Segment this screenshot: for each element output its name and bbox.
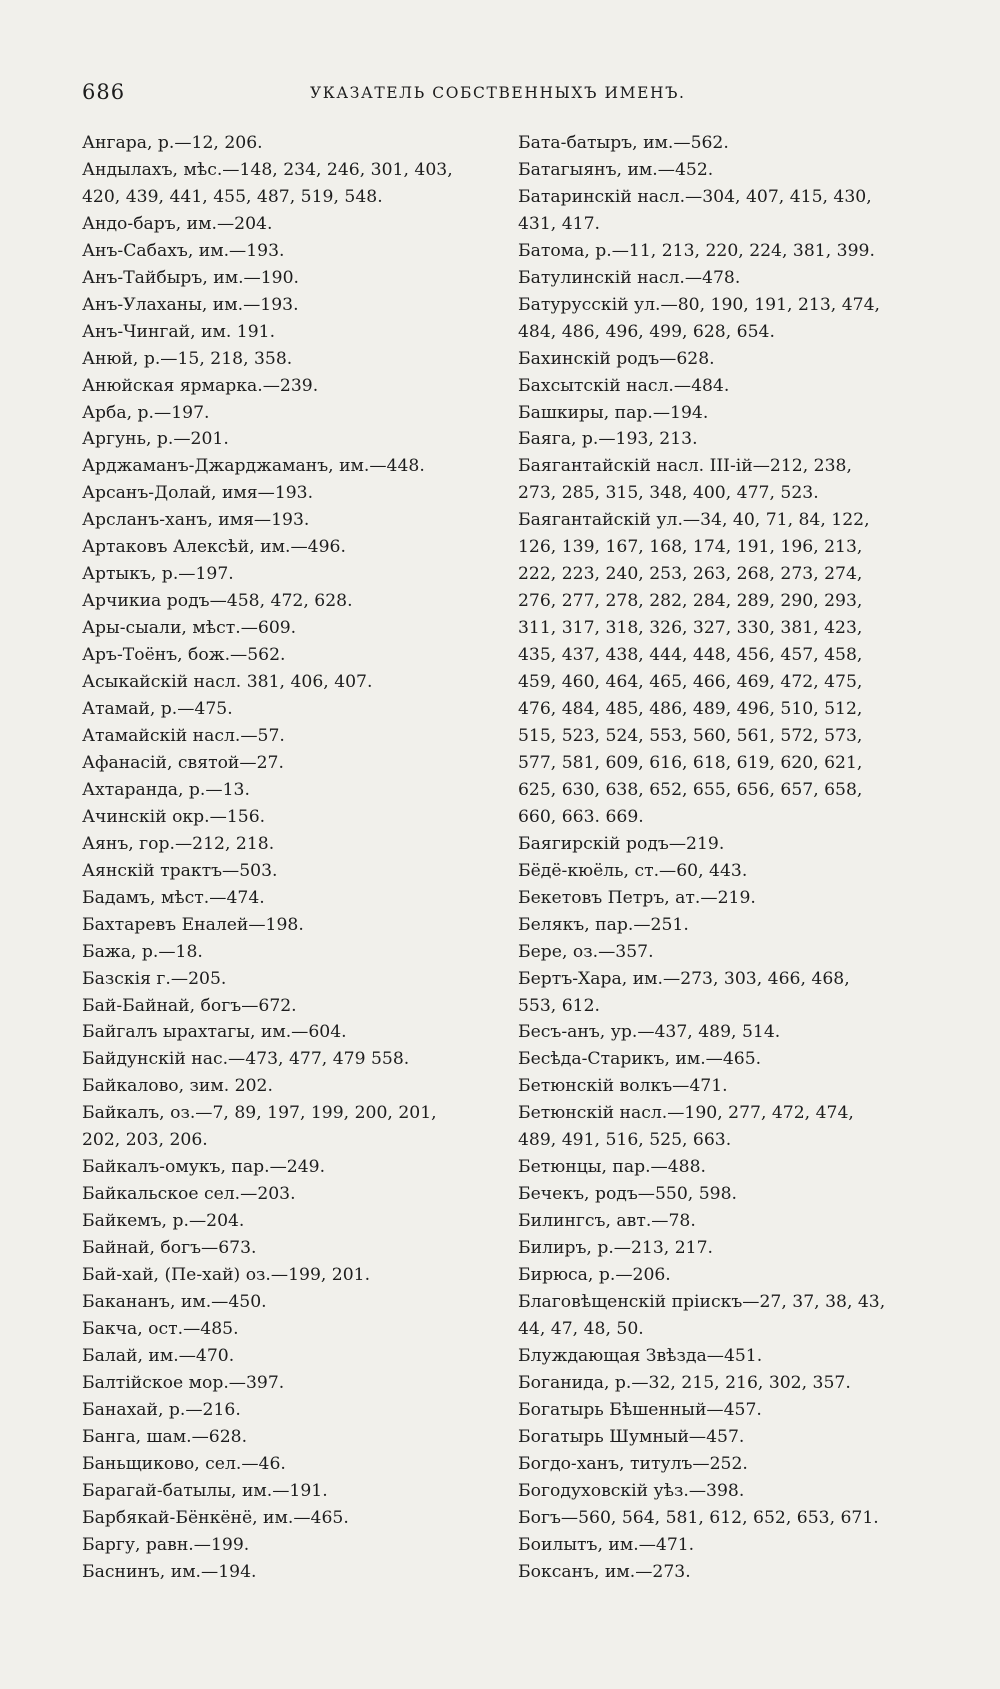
index-entry-line: Бере, оз.—357.: [518, 941, 654, 962]
index-entry: [82, 858, 472, 885]
index-entry-line: Арчикиа родъ—458, 472, 628.: [82, 591, 353, 612]
index-entry-line: Балтійское мор.—397.: [82, 1372, 285, 1393]
index-entry: [82, 373, 472, 400]
index-entry: [518, 184, 918, 238]
index-entry-line: Бесъ-анъ, ур.—437, 489, 514.: [518, 1022, 781, 1043]
index-entry: [82, 804, 472, 831]
index-entry-line: Богдо-ханъ, титулъ—252.: [518, 1453, 748, 1474]
index-entry: [82, 777, 472, 804]
index-entry: [518, 1046, 918, 1073]
index-entry-line: 202, 203, 206.: [82, 1130, 208, 1151]
index-entry: [82, 561, 472, 588]
index-entry: [82, 1316, 472, 1343]
index-entry: [518, 885, 918, 912]
index-entry-line: Башкиры, пар.—194.: [518, 402, 709, 423]
index-entry: [82, 534, 472, 561]
index-entry: [518, 1451, 918, 1478]
index-entry: [82, 319, 472, 346]
index-entry: [518, 292, 918, 346]
index-entry: [82, 1073, 472, 1100]
index-entry-line: Баягантайскій ул.—34, 40, 71, 84, 122,: [518, 510, 870, 531]
index-entry: [82, 669, 472, 696]
index-entry: [518, 265, 918, 292]
index-entry-line: Бахсытскій насл.—484.: [518, 375, 730, 396]
index-entry-line: 459, 460, 464, 465, 466, 469, 472, 475,: [518, 672, 863, 693]
index-entry-line: Богъ—560, 564, 581, 612, 652, 653, 671.: [518, 1507, 879, 1528]
index-entry-line: Артыкъ, р.—197.: [82, 564, 234, 585]
index-entry: [82, 211, 472, 238]
index-entry: [82, 939, 472, 966]
index-entry: [518, 1424, 918, 1451]
index-entry: [518, 346, 918, 373]
index-entry: [518, 1370, 918, 1397]
index-entry-line: Ачинскій окр.—156.: [82, 806, 266, 827]
index-entry: [82, 750, 472, 777]
index-entry: [518, 939, 918, 966]
index-entry: [518, 130, 918, 157]
index-entry: [518, 157, 918, 184]
index-entry: [518, 1019, 918, 1046]
index-entry: [82, 1181, 472, 1208]
index-entry-line: 577, 581, 609, 616, 618, 619, 620, 621,: [518, 752, 863, 773]
index-entry-line: Бетюнскій насл.—190, 277, 472, 474,: [518, 1103, 854, 1124]
index-entry-line: 515, 523, 524, 553, 560, 561, 572, 573,: [518, 725, 863, 746]
index-entry-line: Базскія г.—205.: [82, 968, 227, 989]
index-entry: [518, 453, 918, 507]
index-entry: [82, 831, 472, 858]
index-entry-line: Байдунскій нас.—473, 477, 479 558.: [82, 1049, 410, 1070]
index-entry-line: Богатырь Бѣшенный—457.: [518, 1399, 762, 1420]
index-entry-line: Байкалъ-омукъ, пар.—249.: [82, 1157, 326, 1178]
index-entry: [518, 1262, 918, 1289]
index-entry: [518, 912, 918, 939]
index-entry-line: Баснинъ, им.—194.: [82, 1561, 257, 1582]
index-entry-line: Байкалово, зим. 202.: [82, 1076, 273, 1097]
index-entry: [518, 1397, 918, 1424]
index-entry: [82, 1046, 472, 1073]
index-entry: [82, 885, 472, 912]
index-entry-line: Банахай, р.—216.: [82, 1399, 241, 1420]
index-entry: [518, 966, 918, 1020]
index-entry: [518, 1181, 918, 1208]
index-entry: [82, 265, 472, 292]
index-entry: [82, 426, 472, 453]
index-entry: [518, 1235, 918, 1262]
index-entry: [82, 588, 472, 615]
index-entry-line: Аргунь, р.—201.: [82, 429, 229, 450]
index-entry: [82, 1424, 472, 1451]
page-number: 686: [82, 80, 126, 104]
index-entry: [82, 238, 472, 265]
index-entry: [518, 507, 918, 830]
index-entry: [82, 507, 472, 534]
index-entry: [82, 1154, 472, 1181]
index-entry-line: Байнай, богъ—673.: [82, 1238, 257, 1259]
index-entry: [518, 373, 918, 400]
index-entry: [82, 1235, 472, 1262]
index-entry-line: Бажа, р.—18.: [82, 941, 203, 962]
index-entry: [518, 426, 918, 453]
index-entry-line: Боксанъ, им.—273.: [518, 1561, 691, 1582]
index-entry: [82, 1532, 472, 1559]
index-entry-line: 476, 484, 485, 486, 489, 496, 510, 512,: [518, 699, 863, 720]
index-entry-line: Бай-Байнай, богъ—672.: [82, 995, 297, 1016]
index-entry-line: Арджаманъ-Джарджаманъ, им.—448.: [82, 456, 425, 477]
index-entry-line: Анюй, р.—15, 218, 358.: [82, 348, 293, 369]
index-entry-line: Баягирскій родъ—219.: [518, 833, 725, 854]
index-entry-line: Баньщиково, сел.—46.: [82, 1453, 286, 1474]
index-entry: [82, 1370, 472, 1397]
index-entry-line: Барбякай-Бёнкёнё, им.—465.: [82, 1507, 349, 1528]
index-entry: [518, 1505, 918, 1532]
index-entry: [518, 1154, 918, 1181]
index-entry-line: Банга, шам.—628.: [82, 1426, 248, 1447]
index-entry-line: 553, 612.: [518, 995, 601, 1016]
index-entry-line: Бечекъ, родъ—550, 598.: [518, 1184, 737, 1205]
index-entry-line: Батаринскій насл.—304, 407, 415, 430,: [518, 186, 872, 207]
index-entry: [82, 993, 472, 1020]
index-entry-line: Белякъ, пар.—251.: [518, 914, 689, 935]
index-entry: [82, 1559, 472, 1586]
index-entry-line: Барагай-батылы, им.—191.: [82, 1480, 328, 1501]
index-entry-line: 273, 285, 315, 348, 400, 477, 523.: [518, 483, 819, 504]
index-entry-line: Боилытъ, им.—471.: [518, 1534, 695, 1555]
index-entry-line: Батулинскій насл.—478.: [518, 267, 741, 288]
index-entry: [82, 453, 472, 480]
index-entry: [82, 1019, 472, 1046]
index-entry-line: Богатырь Шумный—457.: [518, 1426, 745, 1447]
index-entry-line: Андылахъ, мѣс.—148, 234, 246, 301, 403,: [82, 159, 453, 180]
index-entry: [82, 723, 472, 750]
index-entry-line: 44, 47, 48, 50.: [518, 1318, 644, 1339]
index-entry-line: Аръ-Тоёнъ, бож.—562.: [82, 645, 286, 666]
index-entry: [82, 966, 472, 993]
index-entry-line: 489, 491, 516, 525, 663.: [518, 1130, 732, 1151]
index-entry: [82, 1100, 472, 1154]
index-entry-line: Бата-батыръ, им.—562.: [518, 133, 729, 153]
index-entry: [518, 1289, 918, 1343]
index-entry: [82, 1208, 472, 1235]
index-entry: [82, 292, 472, 319]
index-entry-line: Анъ-Тайбыръ, им.—190.: [82, 267, 300, 288]
index-entry: [518, 1100, 918, 1154]
index-entry-line: 431, 417.: [518, 213, 601, 234]
index-entry: [82, 346, 472, 373]
index-entry-line: Баяга, р.—193, 213.: [518, 429, 698, 450]
index-entry-line: 660, 663. 669.: [518, 806, 644, 827]
index-entry-line: 625, 630, 638, 652, 655, 656, 657, 658,: [518, 779, 863, 800]
index-entry-line: Бесѣда-Старикъ, им.—465.: [518, 1049, 762, 1070]
index-entry-line: Бакча, ост.—485.: [82, 1318, 239, 1339]
index-entry-line: 276, 277, 278, 282, 284, 289, 290, 293,: [518, 591, 863, 612]
index-entry: [82, 615, 472, 642]
index-entry-line: Боганида, р.—32, 215, 216, 302, 357.: [518, 1372, 851, 1393]
index-entry-line: Бакананъ, им.—450.: [82, 1291, 267, 1312]
index-entry-line: Анъ-Сабахъ, им.—193.: [82, 240, 285, 261]
index-entry: [82, 1478, 472, 1505]
index-entry: [82, 1451, 472, 1478]
index-entry-line: Бёдё-кюёль, ст.—60, 443.: [518, 860, 748, 881]
index-entry: [518, 1532, 918, 1559]
index-entry: [82, 130, 472, 157]
index-entry-line: 311, 317, 318, 326, 327, 330, 381, 423,: [518, 618, 863, 639]
left-index-column: [82, 130, 472, 1585]
index-entry-line: Бахинскій родъ—628.: [518, 348, 715, 369]
index-entry-line: Бетюнскій волкъ—471.: [518, 1076, 728, 1097]
index-entry-line: Анюйская ярмарка.—239.: [82, 375, 319, 396]
index-entry: [518, 238, 918, 265]
index-entry: [518, 400, 918, 427]
index-entry-line: Байкалъ, оз.—7, 89, 197, 199, 200, 201,: [82, 1103, 437, 1124]
index-entry: [518, 1208, 918, 1235]
index-entry-line: Билиръ, р.—213, 217.: [518, 1238, 713, 1259]
index-entry-line: Бертъ-Хара, им.—273, 303, 466, 468,: [518, 968, 850, 989]
index-entry-line: 484, 486, 496, 499, 628, 654.: [518, 321, 775, 342]
index-entry-line: Батурусскій ул.—80, 190, 191, 213, 474,: [518, 294, 880, 315]
index-entry-line: Арба, р.—197.: [82, 402, 210, 423]
index-entry-line: Бетюнцы, пар.—488.: [518, 1157, 707, 1178]
page-header: [82, 80, 962, 110]
index-entry: [82, 1343, 472, 1370]
index-entry: [518, 831, 918, 858]
index-entry: [518, 1478, 918, 1505]
index-entry-line: Бекетовъ Петръ, ат.—219.: [518, 887, 756, 908]
index-entry: [82, 1262, 472, 1289]
index-entry-line: Атамай, р.—475.: [82, 699, 233, 720]
index-entry-line: Ахтаранда, р.—13.: [82, 779, 250, 800]
index-entry: [518, 1073, 918, 1100]
page-title: УКАЗАТЕЛЬ СОБСТВЕННЫХЪ ИМЕНЪ.: [310, 84, 686, 102]
index-entry-line: Байкемъ, р.—204.: [82, 1211, 245, 1232]
index-entry-line: Аянскій трактъ—503.: [82, 860, 278, 881]
index-entry-line: 420, 439, 441, 455, 487, 519, 548.: [82, 186, 383, 207]
index-entry-line: Бай-хай, (Пе-хай) оз.—199, 201.: [82, 1265, 371, 1286]
index-entry-line: Бахтаревъ Еналей—198.: [82, 914, 304, 935]
index-entry-line: Анъ-Улаханы, им.—193.: [82, 294, 299, 315]
index-entry: [82, 480, 472, 507]
index-entry-line: Асыкайскій насл. 381, 406, 407.: [82, 672, 373, 693]
index-entry-line: Билингсъ, авт.—78.: [518, 1211, 696, 1232]
index-entry-line: Баягантайскій насл. III-ій—212, 238,: [518, 456, 852, 477]
index-entry-line: Благовѣщенскій пріискъ—27, 37, 38, 43,: [518, 1291, 886, 1312]
index-entry-line: Арсанъ-Долай, имя—193.: [82, 483, 314, 504]
index-entry: [82, 642, 472, 669]
index-entry-line: 435, 437, 438, 444, 448, 456, 457, 458,: [518, 645, 863, 666]
index-entry-line: Батагыянъ, им.—452.: [518, 159, 714, 180]
index-entry-line: Атамайскій насл.—57.: [82, 725, 285, 746]
index-entry: [82, 1505, 472, 1532]
index-entry: [82, 1397, 472, 1424]
right-index-column: [518, 130, 918, 1585]
index-entry-line: Балай, им.—470.: [82, 1345, 235, 1366]
index-entry-line: Артаковъ Алексѣй, им.—496.: [82, 537, 346, 558]
index-entry-line: Ангара, р.—12, 206.: [82, 133, 263, 153]
index-entry: [82, 157, 472, 211]
index-entry: [82, 912, 472, 939]
index-entry-line: Андо-баръ, им.—204.: [82, 213, 273, 234]
index-entry-line: Анъ-Чингай, им. 191.: [82, 321, 276, 342]
index-entry-line: 126, 139, 167, 168, 174, 191, 196, 213,: [518, 537, 863, 558]
index-entry-line: Арсланъ-ханъ, имя—193.: [82, 510, 310, 531]
index-entry-line: Ары-сыали, мѣст.—609.: [82, 618, 297, 639]
index-entry-line: Аянъ, гор.—212, 218.: [82, 833, 275, 854]
index-entry-line: Бирюса, р.—206.: [518, 1265, 671, 1286]
index-entry: [82, 1289, 472, 1316]
index-entry-line: Байкальское сел.—203.: [82, 1184, 296, 1205]
index-entry: [82, 696, 472, 723]
index-entry-line: Афанасій, святой—27.: [82, 752, 284, 773]
index-entry-line: 222, 223, 240, 253, 263, 268, 273, 274,: [518, 564, 863, 585]
index-entry: [518, 858, 918, 885]
index-entry: [82, 400, 472, 427]
index-entry-line: Бадамъ, мѣст.—474.: [82, 887, 265, 908]
index-entry-line: Блуждающая Звѣзда—451.: [518, 1345, 763, 1366]
index-entry-line: Байгалъ ырахтагы, им.—604.: [82, 1022, 347, 1043]
index-entry-line: Батома, р.—11, 213, 220, 224, 381, 399.: [518, 240, 875, 261]
index-entry-line: Богодуховскій уѣз.—398.: [518, 1480, 745, 1501]
index-entry: [518, 1343, 918, 1370]
index-entry: [518, 1559, 918, 1586]
index-entry-line: Баргу, равн.—199.: [82, 1534, 250, 1555]
